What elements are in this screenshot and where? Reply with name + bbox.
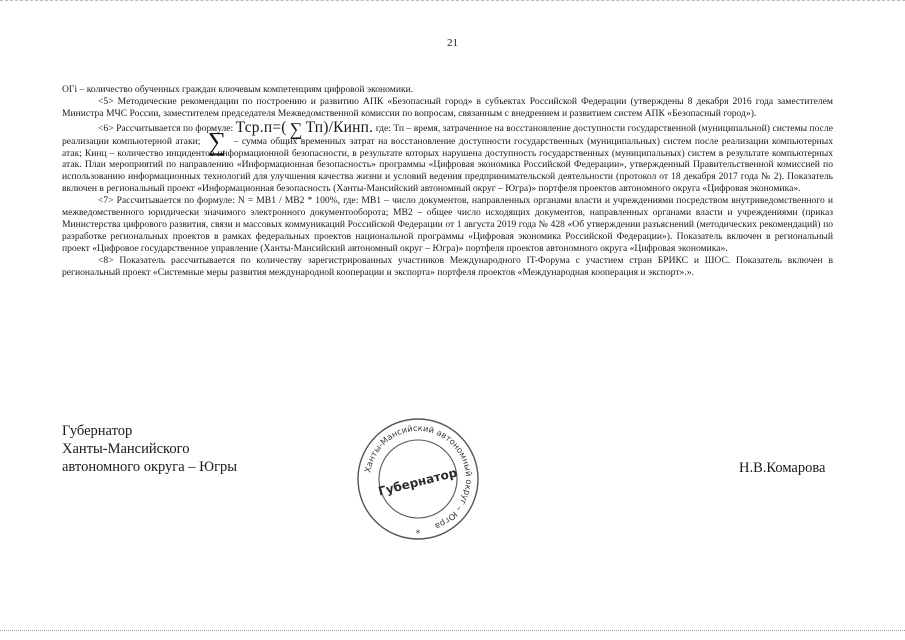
- stamp-ring-textpath: Ханты-Мансийский автономный округ – Югра: [362, 422, 475, 532]
- signature-region-line: Ханты-Мансийского: [62, 441, 190, 457]
- footnote-5: <5> Методические рекомендации по построению и развитию АПК «Безопасный город» в субъектах Российской Федерации (утверждены 8 декабря 2016 года заместителем Министра МЧС России, заместителем председателя Межведомственной комиссии по вопросам, связанным с внедрением и развитием систем АПК «Безопасный город»).: [62, 95, 833, 119]
- page-top-edge: [0, 0, 905, 4]
- footnote-ogi: ОГi – количество обученных граждан ключевым компетенциям цифровой экономики.: [62, 84, 414, 95]
- signature-region-line-2: автономного округа – Югры: [62, 459, 238, 475]
- stamp-center-text: Губернатор: [376, 465, 459, 499]
- page-number: 21: [447, 37, 458, 49]
- formula-right: Тп)/Кинп.: [305, 118, 374, 136]
- footnote-8: <8> Показатель рассчитывается по количеству зарегистрированных участников Международного IT-Форума с участием стран БРИКС и ШОС. Показатель включен в региональный проект «Системные меры развития международной кооперации и экспорта» портфеля проектов «Международная кооперация и экспорт».».: [62, 254, 833, 278]
- footnote-7: <7> Рассчитывается по формуле: N = МВ1 / МВ2 * 100%, где: МВ1 – число документов, направленных органами власти и учреждениями посредством внутриведомственного и межведомственного юридически значимого электронного документооборота; МВ2 – общее число исходящих документов, направленных органами власти и учреждениями (приказ Министерства цифрового развития, связи и массовых коммуникаций Российской Федерации от 1 августа 2019 года № 428 «Об утверждении разъяснений (методических рекомендаций) по разработке региональных проектов в рамках федеральных проектов национальной программы «Цифровая экономика Российской Федерации»). Показатель включен в региональный проект «Цифровое государственное управление (Ханты-Мансийский автономный округ – Югра)» портфеля проектов автономного округа «Цифровая экономика».: [62, 195, 833, 254]
- signature-title-block: [62, 422, 237, 476]
- formula-left: Тср.п=(: [235, 118, 287, 136]
- footnote-6-lead: <6> Рассчитывается по формуле:: [98, 122, 234, 134]
- footnote-6-tail: – сумма общих временных затрат на восстановление доступности государственных (муниципальных) систем после реализации компьютерных атак; Кинц – количество инцидентов информационной безопасности, в результате которых нарушена доступность государственных (муниципальных) систем в результате компьютерных атак. План мероприятий по направлению «Информационная безопасность» программы «Цифровая экономика Российской Федерации», утвержденный Правительственной комиссией по использованию информационных технологий для улучшения качества жизни и условий ведения предпринимательской деятельности (протокол от 18 декабря 2017 года № 2). Показатель включен в региональный проект «Информационная безопасность (Ханты-Мансийский автономный округ – Югра)» портфеля проектов автономного округа «Цифровая экономика».: [62, 135, 833, 195]
- signature-position: Губернатор: [62, 423, 133, 439]
- formula-tsr: [235, 118, 374, 139]
- sigma-symbol-large: ∑: [207, 126, 227, 156]
- official-stamp: [356, 417, 480, 541]
- footnote-6-after: где: Тп – время, затраченное на восстановление доступности государственной (муниципальной) системы после реализации компьютерной атаки;: [62, 122, 833, 147]
- sigma-symbol: ∑: [289, 118, 303, 139]
- footnote-6: [62, 118, 833, 195]
- page-bottom-edge: [0, 630, 905, 634]
- stamp-star: *: [415, 529, 421, 539]
- footnotes-block: [62, 84, 833, 279]
- signature-name: Н.В.Комарова: [739, 460, 826, 476]
